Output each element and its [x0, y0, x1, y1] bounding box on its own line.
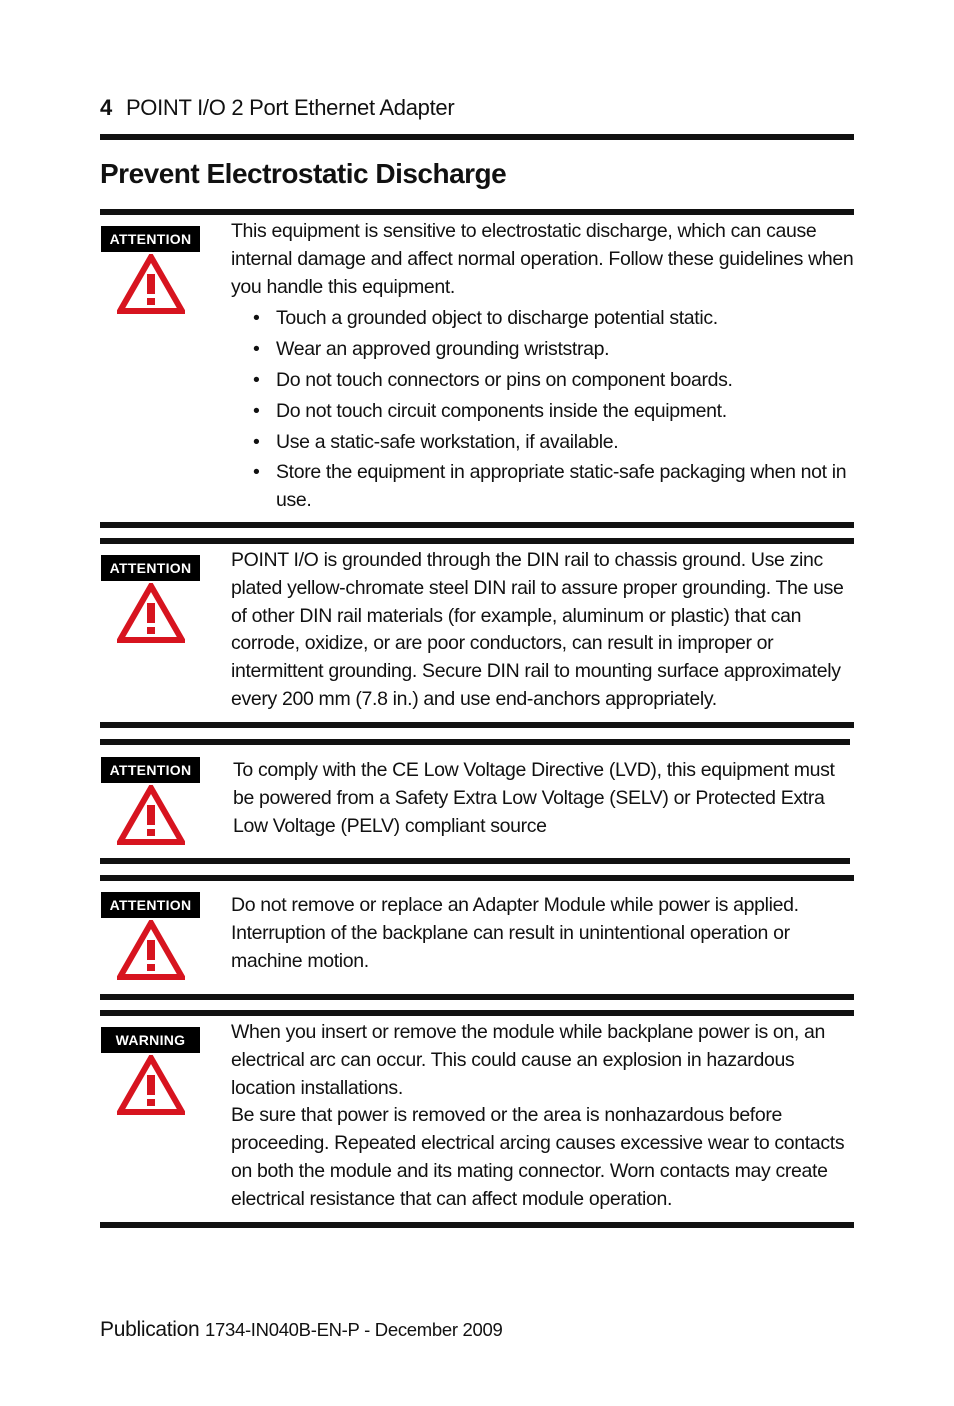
warning-triangle-icon: [117, 1055, 185, 1115]
notice-body: [231, 218, 855, 518]
list-item: • Do not touch circuit components inside the equipment.: [253, 399, 727, 422]
warning-triangle-icon: [117, 583, 185, 643]
notice-paragraph: This equipment is sensitive to electrostatic discharge, which can cause internal damage and affect normal operation. Follow these guidelines when you handle this equipment.: [231, 220, 854, 298]
list-item: • Use a static-safe workstation, if available.: [253, 430, 619, 453]
document-title: POINT I/O 2 Port Ethernet Adapter: [125, 95, 455, 120]
warning-badge: WARNING: [101, 1027, 200, 1053]
notice-bottom-rule: [100, 858, 850, 864]
notice-paragraph: Do not remove or replace an Adapter Module while power is applied. Interruption of the backplane can result in unintentional operation or machine motion.: [231, 894, 799, 972]
footer-label: Publication: [100, 1318, 200, 1341]
list-item: • Wear an approved grounding wriststrap.: [253, 338, 610, 361]
publication-footer: [100, 1318, 503, 1342]
list-item-text: Touch a grounded object to discharge potential static.: [276, 307, 718, 330]
notice-body: [233, 757, 853, 840]
notice-body: [231, 547, 855, 714]
page-number: 4: [100, 95, 112, 120]
notice-paragraph: To comply with the CE Low Voltage Directive (LVD), this equipment must be powered from a Safety Extra Low Voltage (SELV) or Protected Extra Low Voltage (PELV) compliant source: [233, 759, 835, 837]
guideline-list: [231, 305, 855, 515]
notice-body: [231, 1019, 855, 1214]
attention-badge: ATTENTION: [101, 892, 200, 918]
running-header: [100, 95, 454, 121]
notice-bottom-rule: [100, 522, 854, 528]
list-item-text: Do not touch circuit components inside the equipment.: [276, 399, 727, 422]
list-item: • Touch a grounded object to discharge potential static.: [253, 307, 718, 330]
list-item-text: Wear an approved grounding wriststrap.: [276, 338, 610, 361]
notice-top-rule: [100, 875, 854, 881]
notice-bottom-rule: [100, 1222, 854, 1228]
notice-paragraph: Be sure that power is removed or the area is nonhazardous before proceeding. Repeated electrical arcing causes excessive wear to contacts on both the module and its mating connector. Worn contacts may create electrical resistance that can affect module operation.: [231, 1104, 845, 1210]
warning-triangle-icon: [117, 254, 185, 314]
notice-body: [231, 892, 855, 975]
notice-top-rule: [100, 209, 854, 215]
notice-bottom-rule: [100, 722, 854, 728]
warning-triangle-icon: [117, 785, 185, 845]
notice-top-rule: [100, 1010, 854, 1016]
attention-badge: ATTENTION: [101, 555, 200, 581]
notice-top-rule: [100, 538, 854, 544]
attention-badge: ATTENTION: [101, 757, 200, 783]
notice-top-rule: [100, 739, 850, 745]
list-item-text: Do not touch connectors or pins on component boards.: [276, 368, 733, 391]
list-item: • Do not touch connectors or pins on component boards.: [253, 368, 733, 391]
notice-bottom-rule: [100, 994, 854, 1000]
notice-paragraph: POINT I/O is grounded through the DIN rail to chassis ground. Use zinc plated yellow-chromate steel DIN rail to assure proper grounding. The use of other DIN rail materials (for example, aluminum or plastic) that can corrode, oxidize, or are poor conductors, can result in improper or intermittent grounding. Secure DIN rail to mounting surface approximately every 200 mm (7.8 in.) and use end-anchors appropriately.: [231, 549, 844, 710]
notice-paragraph: When you insert or remove the module while backplane power is on, an electrical arc can occur. This could cause an explosion in hazardous location installations.: [231, 1021, 826, 1099]
section-title: Prevent Electrostatic Discharge: [100, 158, 507, 189]
list-item-text: Use a static-safe workstation, if available.: [276, 430, 619, 453]
list-item-text: Store the equipment in appropriate static-safe packaging when not in use.: [276, 461, 847, 512]
warning-triangle-icon: [117, 920, 185, 980]
attention-badge: ATTENTION: [101, 226, 200, 252]
publication-number: 1734-IN040B-EN-P - December 2009: [204, 1319, 503, 1340]
list-item: • Store the equipment in appropriate static-safe packaging when not in use.: [253, 461, 847, 512]
header-rule: [100, 134, 854, 140]
